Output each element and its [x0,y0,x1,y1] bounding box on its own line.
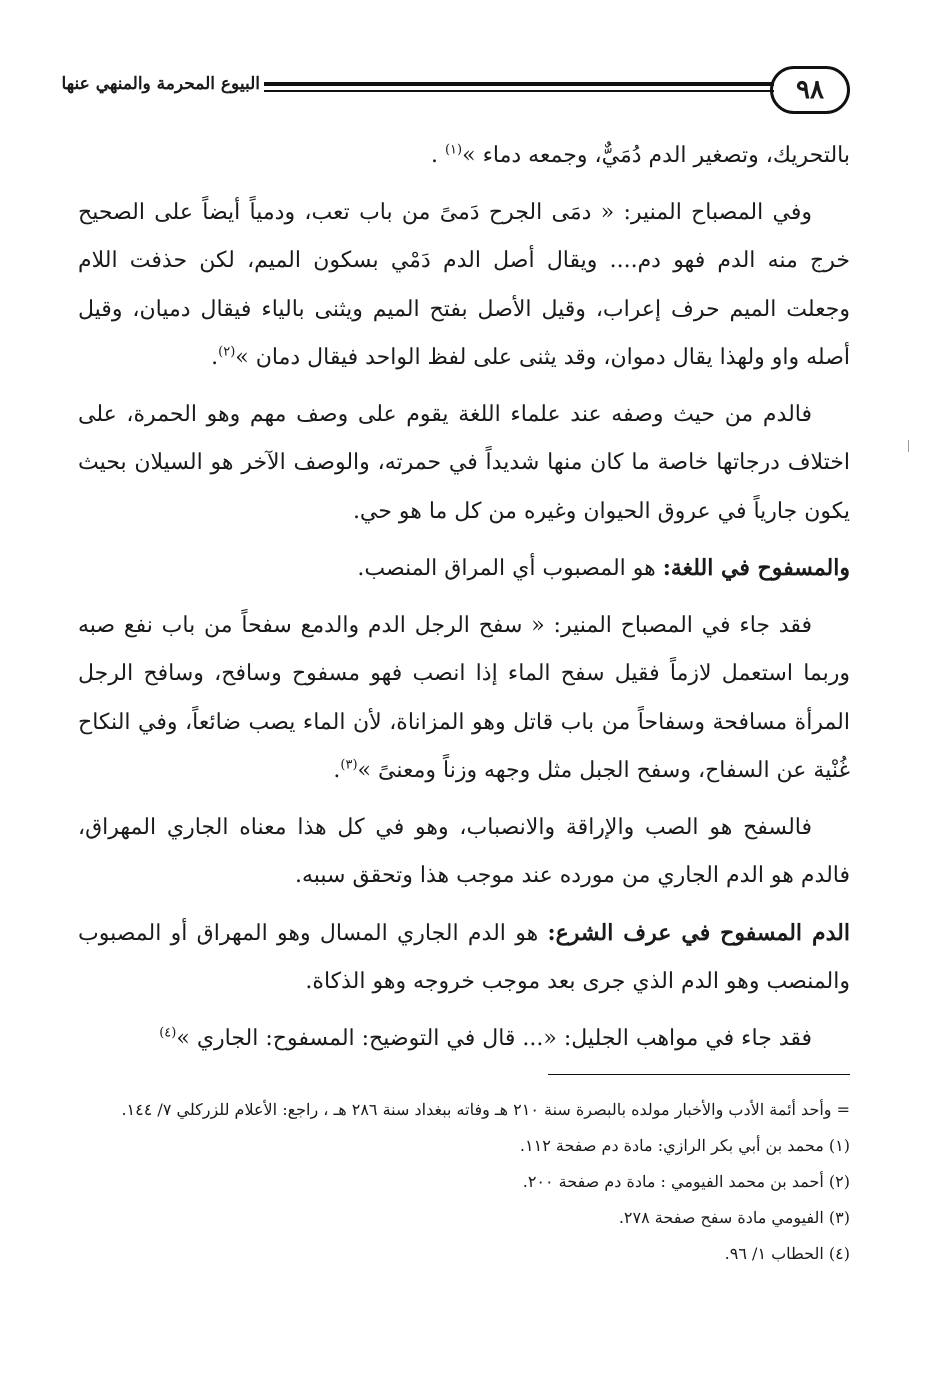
body-text [78,132,850,1071]
paragraph-2 [78,189,850,383]
footnote-ref-4: (٤) [159,1025,177,1041]
paragraph-3: فالدم من حيث وصفه عند علماء اللغة يقوم على وصف مهم وهو الحمرة، على اختلاف درجاتها خاصة ما كان منها شديداً في حمرته، والوصف الآخر هو السيلان بحيث يكون جارياً في عروق الحيوان وغيره من كل ما هو حي. [78,401,850,524]
paragraph-6: فالسفح هو الصب والإراقة والانصباب، وهو في كل هذا معناه الجاري المهراق، فالدم هو الدم الجاري من مورده عند موجب هذا وتحقق سببه. [78,814,850,888]
paragraph-1-end: . [430,143,445,168]
paragraph-7 [78,909,850,1007]
footnote-3: (٣) الفيومي مادة سفح صفحة ٢٧٨. [618,1208,850,1227]
footnotes [78,1092,850,1272]
footnote-separator [548,1074,850,1075]
footnote-ref-3: (٣) [340,757,358,773]
footnote-ref-1: (١) [444,142,463,158]
page-number-badge [770,66,850,114]
paragraph-4 [78,544,850,594]
term-shari: الدم المسفوح في عرف الشرع: [547,919,850,946]
page-number: ٩٨ [796,75,824,105]
paragraph-5 [78,602,850,796]
footnote-continuation: = وأحد أئمة الأدب والأخبار مولده بالبصرة سنة ٢١٠ هـ وفاته ببغداد سنة ٢٨٦ هـ ، راجع: الأعلام للزركلي ٧/ ١٤٤. [121,1100,850,1119]
footnote-4: (٤) الحطاب ١/ ٩٦. [724,1244,850,1263]
paragraph-8 [78,1015,850,1064]
paragraph-1-text: بالتحريك، وتصغير الدم دُمَيٌّ، وجمعه دماء » [462,143,850,168]
paragraph-8-text: فقد جاء في مواهب الجليل: «... قال في التوضيح: المسفوح: الجاري » [176,1025,812,1051]
paragraph-2-end: . [211,345,219,370]
margin-mark [908,440,909,452]
paragraph-5-text: فقد جاء في المصباح المنير: « سفح الرجل الدم والدمع سفحاً من باب نفع صبه وربما استعمل لازماً فقيل سفح الماء إذا انصب فهو مسفوح وسافح، وسافح الرجل المرأة مسافحة وسفاحاً من باب قاتل وهو المزاناة، لأن الماء يصب ضائعاً، وفي النكاح غُنْية عن السفاح، وسفح الجبل مثل وجهه وزناً ومعنىً » [78,612,850,783]
header-rule [264,82,774,98]
paragraph-2-text: وفي المصباح المنير: « دمَى الجرح دَمىً من باب تعب، ودمياً أيضاً على الصحيح خرج منه الدم فهو دم.... ويقال أصل الدم دَمْي بسكون الميم، لكن حذفت اللام وجعلت الميم حرف إعراب، وقيل الأصل بفتح الميم ويثنى بالياء فيقال دميان، وقيل أصله واو ولهذا يقال دموان، وقد يثنى على لفظ الواحد فيقال دمان » [78,199,850,370]
paragraph-4-text: هو المصبوب أي المراق المنصب. [357,556,663,581]
footnote-ref-2: (٢) [218,344,236,360]
paragraph-7-text: هو الدم الجاري المسال وهو المهراق أو المصبوب والمنصب وهو الدم الذي جرى بعد موجب خروجه وهو الذكاة. [78,920,850,994]
header-rule-thick [264,82,774,86]
paragraph-5-end: . [333,758,341,783]
footnote-1: (١) محمد بن أبي بكر الرازي: مادة دم صفحة ١١٢. [519,1136,850,1155]
term-lexical: والمسفوح في اللغة: [662,555,850,581]
header-rule-thin [264,90,774,92]
page-header [61,66,850,120]
footnote-2: (٢) أحمد بن محمد الفيومي : مادة دم صفحة ٢٠٠. [522,1172,850,1191]
paragraph-1 [78,132,850,181]
running-title: البيوع المحرمة والمنهي عنها [61,74,260,94]
